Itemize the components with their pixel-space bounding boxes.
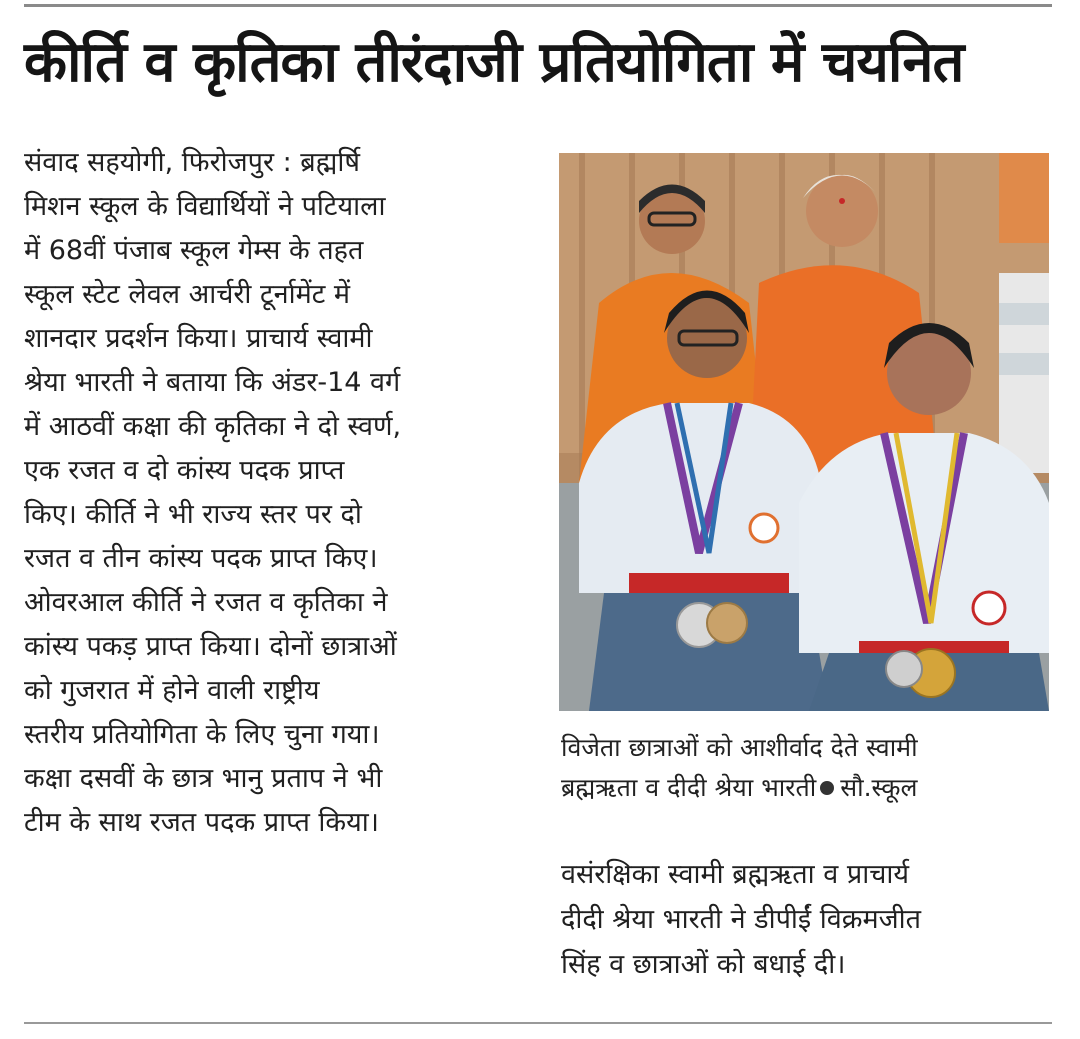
photo-illustration (559, 153, 1049, 711)
body-line: टीम के साथ रजत पदक प्राप्त किया। (24, 807, 380, 838)
top-rule (24, 4, 1052, 7)
bullet-icon (820, 781, 834, 795)
body-line: किए। कीर्ति ने भी राज्य स्तर पर दो (24, 499, 362, 530)
photo-credit: सौ.स्कूल (840, 773, 918, 802)
body-line: रजत व तीन कांस्य पदक प्राप्त किए। (24, 543, 378, 574)
body-line: एक रजत व दो कांस्य पदक प्राप्त (24, 455, 345, 486)
body-line: को गुजरात में होने वाली राष्ट्रीय (24, 675, 320, 706)
right-body-line: वसंरक्षिका स्वामी ब्रह्मऋता व प्राचार्य (561, 859, 909, 890)
right-body-line: दीदी श्रेया भारती ने डीपीईं विक्रमजीत (561, 904, 922, 935)
article-body (24, 141, 524, 845)
right-body-line: सिंह व छात्राओं को बधाई दी। (561, 949, 846, 980)
body-line: कांस्य पकड़ प्राप्त किया। दोनों छात्राओं (24, 631, 397, 662)
body-line: मिशन स्कूल के विद्यार्थियों ने पटियाला (24, 191, 386, 222)
body-line: श्रेया भारती ने बताया कि अंडर-14 वर्ग (24, 367, 401, 398)
body-line: कक्षा दसवीं के छात्र भानु प्रताप ने भी (24, 763, 383, 794)
news-photo (559, 153, 1049, 711)
body-line: शानदार प्रदर्शन किया। प्राचार्य स्वामी (24, 323, 373, 354)
article-continuation (561, 852, 1051, 987)
body-line: में 68वीं पंजाब स्कूल गेम्स के तहत (24, 235, 364, 266)
body-line: स्तरीय प्रतियोगिता के लिए चुना गया। (24, 719, 380, 750)
caption-line-1: विजेता छात्राओं को आशीर्वाद देते स्वामी (561, 733, 918, 762)
body-line: ओवरआल कीर्ति ने रजत व कृतिका ने (24, 587, 388, 618)
body-line: में आठवीं कक्षा की कृतिका ने दो स्वर्ण, (24, 411, 402, 442)
caption-line-2 (561, 768, 1051, 808)
photo-caption (561, 728, 1051, 808)
body-line: संवाद सहयोगी, फिरोजपुर : ब्रह्मर्षि (24, 147, 360, 178)
headline: कीर्ति व कृतिका तीरंदाजी प्रतियोगिता में चयनित (24, 30, 964, 95)
body-line: स्कूल स्टेट लेवल आर्चरी टूर्नामेंट में (24, 279, 351, 310)
bottom-rule (24, 1022, 1052, 1024)
caption-line-2-text: ब्रह्मऋता व दीदी श्रेया भारती (561, 773, 817, 802)
